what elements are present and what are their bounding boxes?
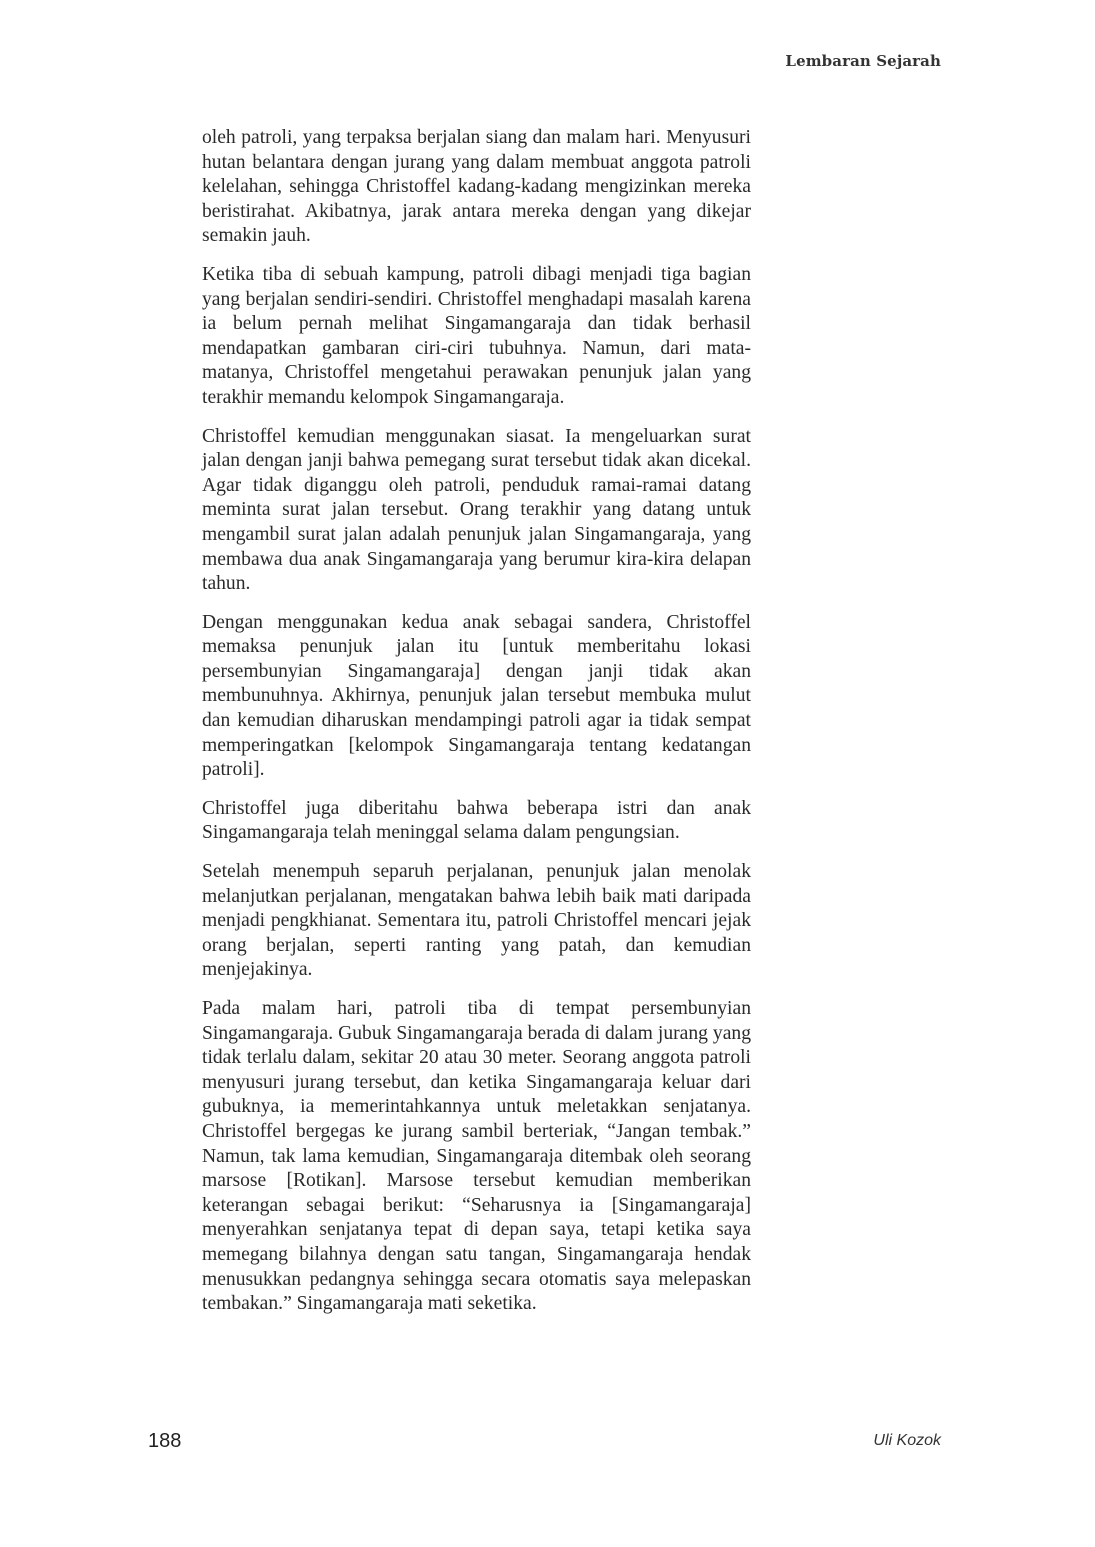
- page-number: 188: [148, 1430, 182, 1452]
- paragraph: Pada malam hari, patroli tiba di tempat persembunyian Singamangaraja. Gubuk Singamangaraja berada di dalam jurang yang tidak terlalu dalam, sekitar 20 atau 30 meter. Seorang anggota patroli menyusuri jurang tersebut, dan ketika Singamangaraja keluar dari gubuknya, ia memerintahkannya untuk meletakkan senjatanya. Christoffel bergegas ke jurang sambil berteriak, “Jangan tembak.” Namun, tak lama kemudian, Singamangaraja ditembak oleh seorang marsose [Rotikan]. Marsose tersebut kemudian memberikan keterangan sebagai berikut: “Seharusnya ia [Singamangaraja] menyerahkan senjatanya tepat di depan saya, tetapi ketika saya memegang bilahnya dengan satu tangan, Singamangaraja hendak menusukkan pedangnya sehingga secara otomatis saya melepaskan tembakan.” Singamangaraja mati seketika.: [202, 998, 751, 1315]
- paragraph: Christoffel juga diberitahu bahwa beberapa istri dan anak Singamangaraja telah meninggal selama dalam pengungsian.: [202, 797, 751, 844]
- paragraph: Setelah menempuh separuh perjalanan, penunjuk jalan menolak melanjutkan perjalanan, mengatakan bahwa lebih baik mati daripada menjadi pengkhianat. Sementara itu, patroli Christoffel mencari jejak orang berjalan, seperti ranting yang patah, dan kemudian menjejakinya.: [202, 861, 751, 981]
- paragraph: Christoffel kemudian menggunakan siasat. Ia mengeluarkan surat jalan dengan janji bahwa pemegang surat tersebut tidak akan dicekal. Agar tidak diganggu oleh patroli, penduduk ramai-ramai datang meminta surat jalan tersebut. Orang terakhir yang datang untuk mengambil surat jalan adalah penunjuk jalan Singamangaraja, yang membawa dua anak Singamangaraja yang berumur kira-kira delapan tahun.: [202, 425, 751, 595]
- paragraph: Dengan menggunakan kedua anak sebagai sandera, Christoffel memaksa penunjuk jalan itu [untuk memberitahu lokasi persembunyian Singamangaraja] dengan janji tidak akan membunuhnya. Akhirnya, penunjuk jalan tersebut membuka mulut dan kemudian diharuskan mendampingi patroli agar ia tidak sempat memperingatkan [kelompok Singamangaraja tentang kedatangan patroli].: [202, 611, 751, 781]
- paragraph: Ketika tiba di sebuah kampung, patroli dibagi menjadi tiga bagian yang berjalan sendiri-sendiri. Christoffel menghadapi masalah karena ia belum pernah melihat Singamangaraja dan tidak berhasil mendapatkan gambaran ciri-ciri tubuhnya. Namun, dari mata-matanya, Christoffel mengetahui perawakan penunjuk jalan yang terakhir memandu kelompok Singamangaraja.: [202, 263, 751, 408]
- footer-author: Uli Kozok: [873, 1432, 941, 1449]
- paragraph: oleh patroli, yang terpaksa berjalan siang dan malam hari. Menyusuri hutan belantara dengan jurang yang dalam membuat anggota patroli kelelahan, sehingga Christoffel kadang-kadang mengizinkan mereka beristirahat. Akibatnya, jarak antara mereka dengan yang dikejar semakin jauh.: [202, 127, 751, 247]
- body-text: [202, 126, 751, 1331]
- running-header-title: Lembaran Sejarah: [785, 52, 941, 70]
